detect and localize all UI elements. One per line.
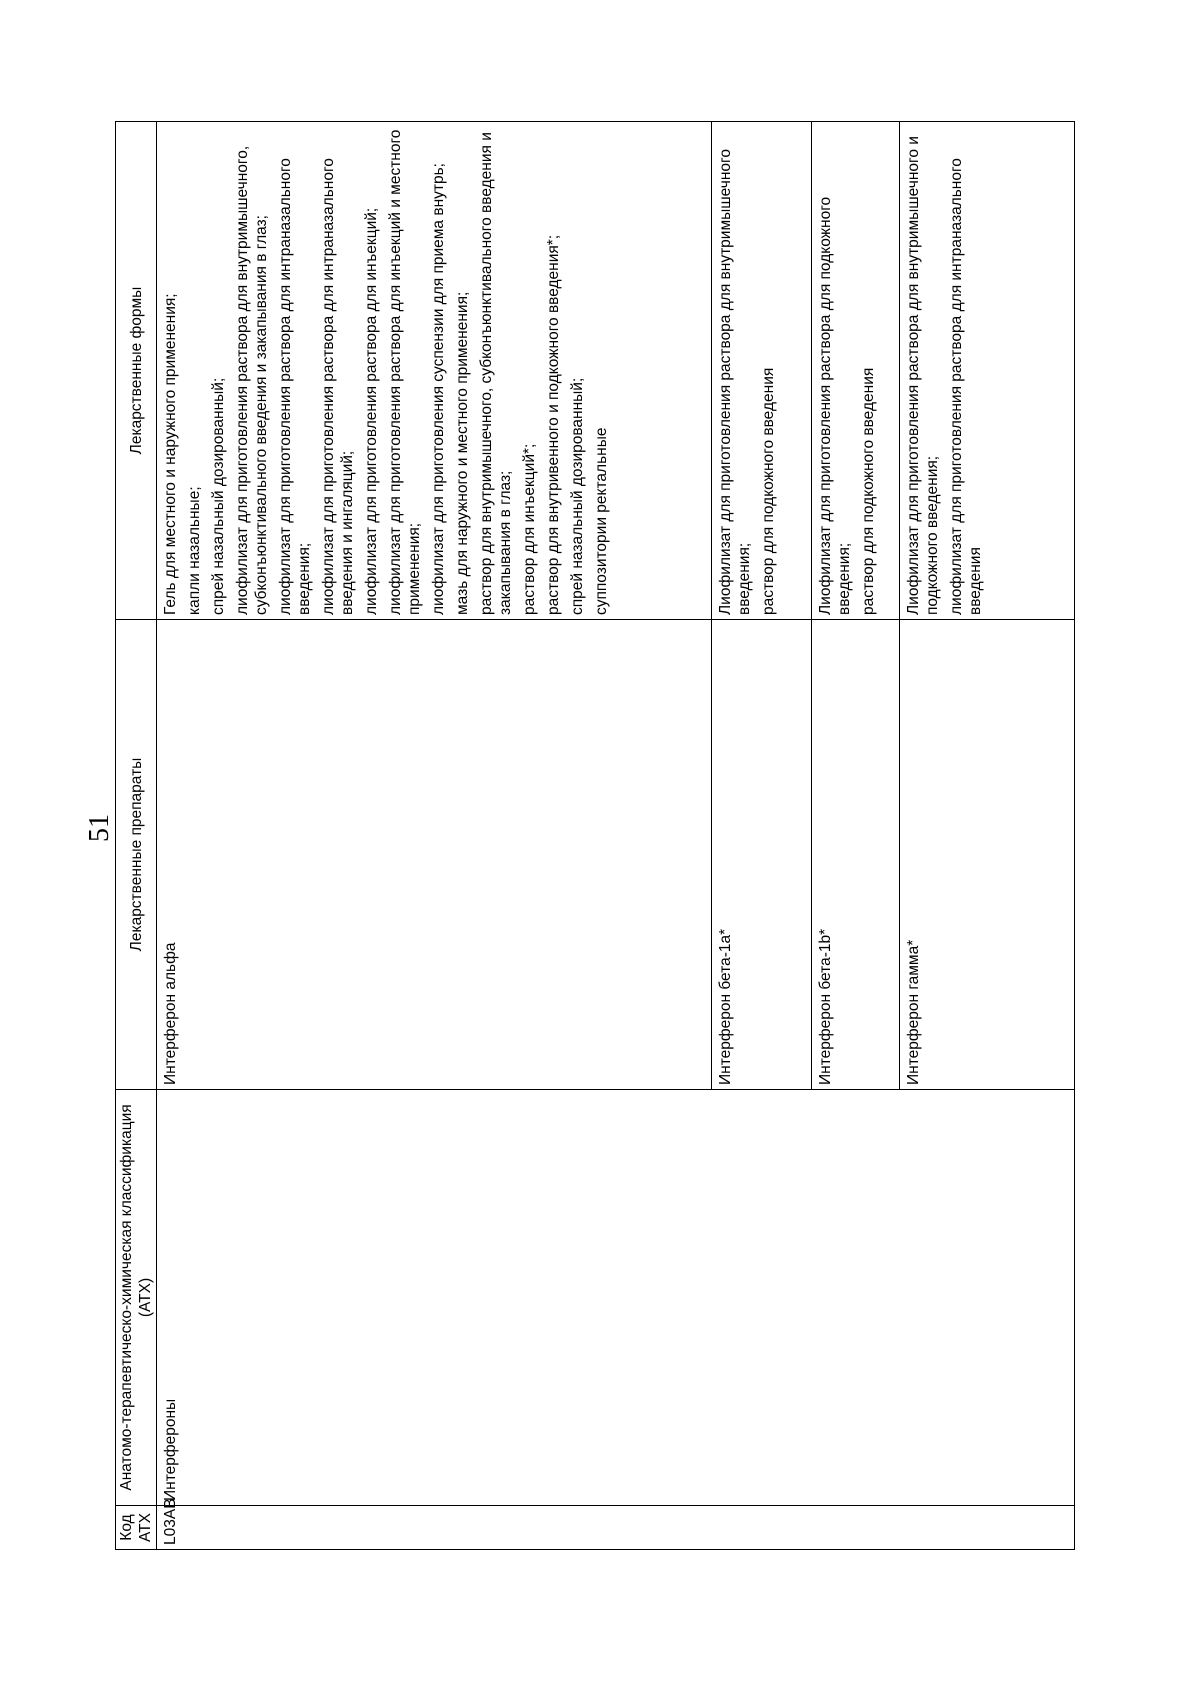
- drug-cell: Интерферон бета-1a*: [712, 620, 812, 1090]
- forms-cell: [157, 122, 712, 620]
- form-item: раствор для внутримышечного, субконъюнктивального введения и закапывания в глаз;: [478, 132, 514, 615]
- form-item: лиофилизат для приготовления раствора для интраназального введения и ингаляций;: [320, 158, 356, 615]
- form-item: раствор для внутривенного и подкожного введения*;: [545, 234, 562, 615]
- drug-cell: Интерферон гамма*: [900, 620, 1075, 1090]
- form-item: спрей назальный дозированный;: [569, 377, 586, 615]
- header-drugs: Лекарственные препараты: [116, 620, 157, 1090]
- header-code: Код АТХ: [116, 1506, 157, 1550]
- form-item: лиофилизат для приготовления раствора для внутримышечного, субконъюнктивального введения и закапывания в глаз;: [234, 145, 270, 615]
- drug-cell: Интерферон бета-1b*: [812, 620, 900, 1090]
- form-item: лиофилизат для приготовления раствора для инъекций;: [363, 207, 380, 615]
- form-item: лиофилизат для приготовления раствора для интраназального введения: [948, 158, 984, 615]
- form-item: лиофилизат для приготовления раствора для интраназального введения;: [277, 158, 313, 615]
- table-row: [157, 122, 712, 1550]
- table-header-row: [116, 122, 157, 1550]
- drug-cell: Интерферон альфа: [157, 620, 712, 1090]
- form-item: раствор для подкожного введения: [760, 367, 777, 615]
- rotated-table-container: [115, 122, 1075, 1550]
- form-item: спрей назальный дозированный;: [210, 377, 227, 615]
- header-atc: Анатомо-терапевтическо-химическая классификация (АТХ): [116, 1090, 157, 1506]
- form-item: лиофилизат для приготовления раствора для инъекций и местного применения;: [387, 129, 423, 615]
- form-item: Лиофилизат для приготовления раствора для внутримышечного и подкожного введения;: [905, 136, 941, 615]
- table-frame: [115, 122, 1075, 1550]
- group-atc-cell: Интерфероны: [157, 1090, 1075, 1506]
- group-code-cell: L03AB: [157, 1506, 1075, 1550]
- forms-cell: [900, 122, 1075, 620]
- form-item: Лиофилизат для приготовления раствора для подкожного введения;: [817, 196, 853, 615]
- header-forms: Лекарственные формы: [116, 122, 157, 620]
- form-item: лиофилизат для приготовления суспензии для приема внутрь;: [430, 163, 447, 615]
- page-number: 51: [84, 814, 115, 842]
- form-item: раствор для подкожного введения: [860, 367, 877, 615]
- forms-cell: [712, 122, 812, 620]
- form-item: Гель для местного и наружного применения;: [162, 293, 179, 615]
- form-item: мазь для наружного и местного применения;: [454, 291, 471, 615]
- forms-cell: [812, 122, 900, 620]
- form-item: суппозитории ректальные: [593, 427, 610, 615]
- form-item: раствор для инъекций*;: [521, 443, 538, 615]
- form-item: капли назальные;: [186, 486, 203, 615]
- form-item: Лиофилизат для приготовления раствора для внутримышечного введения;: [717, 149, 753, 615]
- atc-table: [115, 121, 1075, 1550]
